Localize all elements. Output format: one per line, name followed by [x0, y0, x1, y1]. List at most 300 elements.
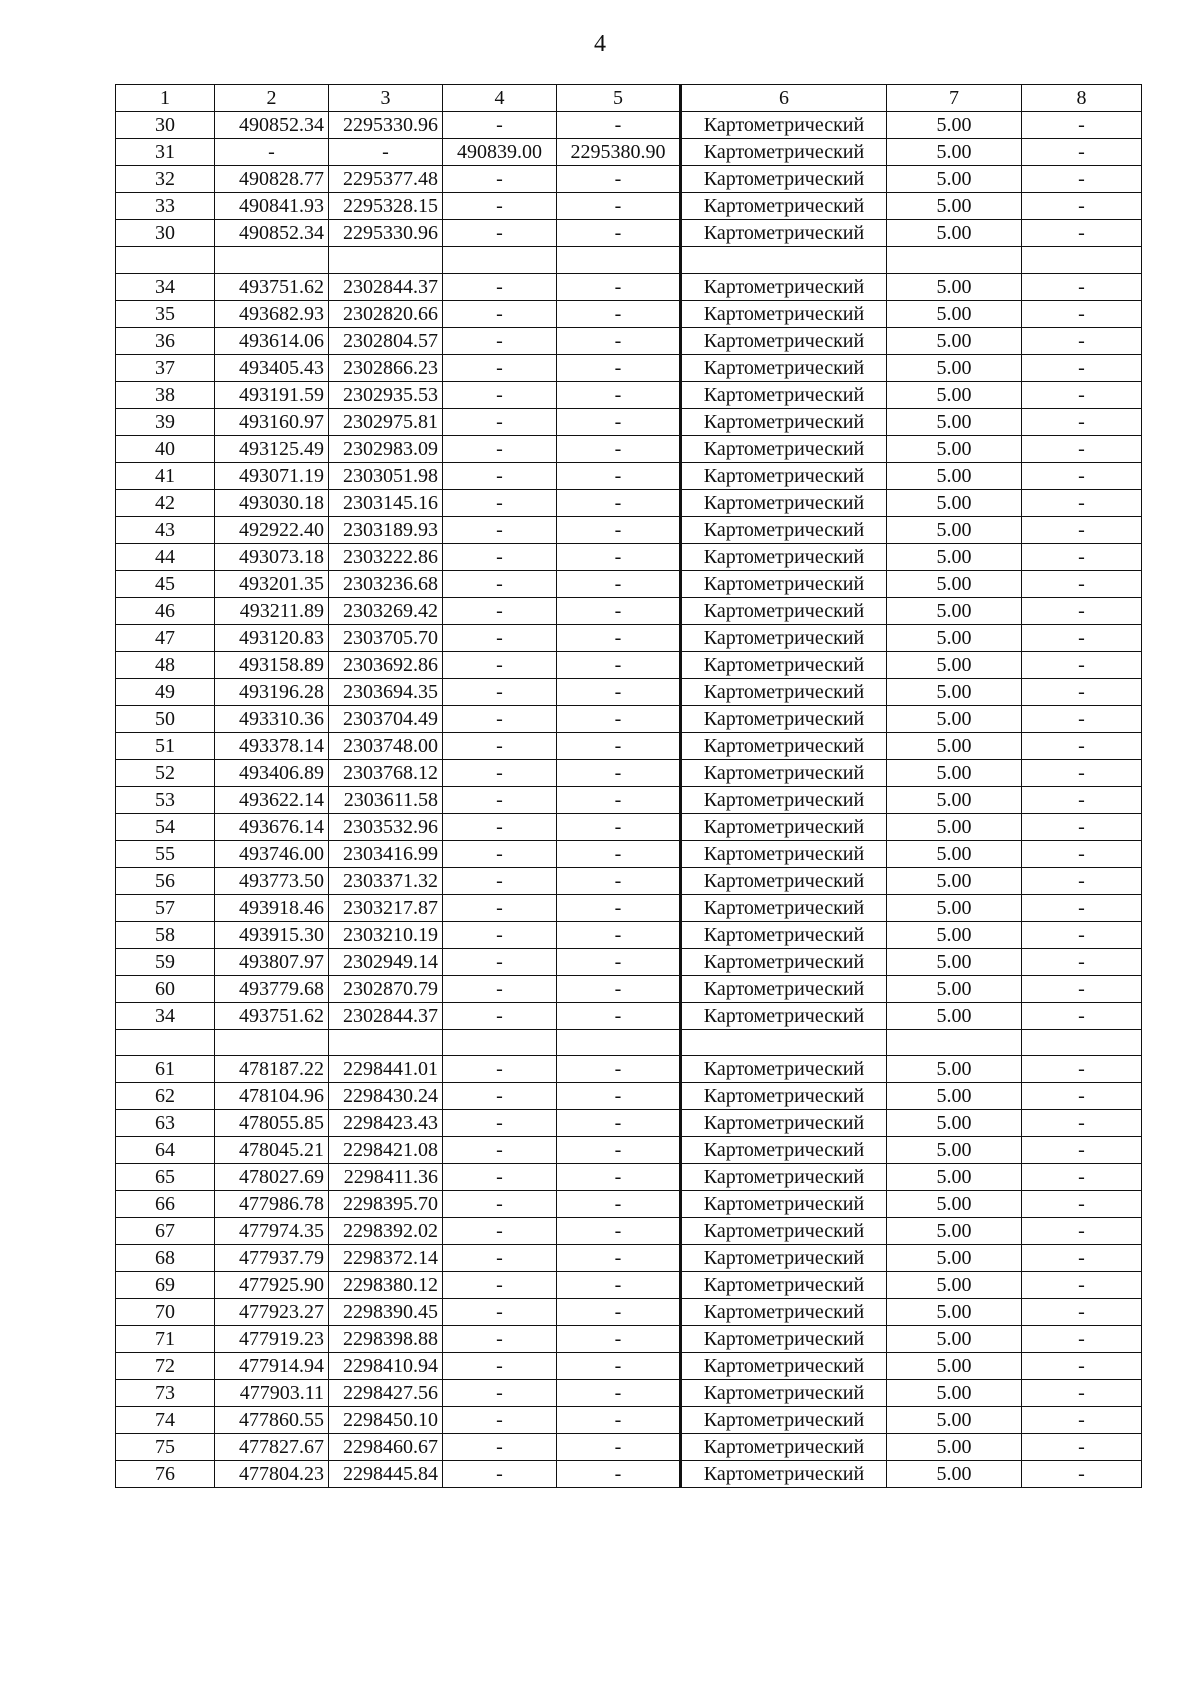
cell-col-6: Картометрический [681, 651, 887, 678]
cell-col-8: - [1022, 894, 1142, 921]
table-row [116, 435, 1142, 462]
cell-col-5: - [557, 678, 681, 705]
cell-col-3: 2295328.15 [329, 193, 443, 220]
table-row [116, 408, 1142, 435]
cell-col-1: 76 [116, 1461, 215, 1488]
cell-col-1: 75 [116, 1434, 215, 1461]
cell-col-8: - [1022, 489, 1142, 516]
cell-col-5: - [557, 300, 681, 327]
cell-col-6: Картометрический [681, 112, 887, 139]
cell-col-7: 5.00 [887, 1353, 1022, 1380]
cell-col-4: - [443, 112, 557, 139]
cell-col-4: - [443, 786, 557, 813]
cell-col-7: 5.00 [887, 1164, 1022, 1191]
table-row [116, 1461, 1142, 1488]
cell-col-6: Картометрический [681, 786, 887, 813]
cell-col-7: 5.00 [887, 1245, 1022, 1272]
cell-col-2: 493682.93 [215, 300, 329, 327]
cell-col-5: - [557, 381, 681, 408]
table-row [116, 193, 1142, 220]
cell-col-7: 5.00 [887, 489, 1022, 516]
column-header-4: 4 [443, 85, 557, 112]
cell-col-1: 30 [116, 220, 215, 247]
table-row [116, 112, 1142, 139]
column-header-1: 1 [116, 85, 215, 112]
cell-col-8: - [1022, 1380, 1142, 1407]
cell-col-1: 49 [116, 678, 215, 705]
table-row [116, 597, 1142, 624]
cell-col-7: 5.00 [887, 1056, 1022, 1083]
cell-col-4 [443, 1029, 557, 1056]
column-header-5: 5 [557, 85, 681, 112]
cell-col-2: 477925.90 [215, 1272, 329, 1299]
cell-col-8: - [1022, 732, 1142, 759]
cell-col-1: 50 [116, 705, 215, 732]
cell-col-4: - [443, 1299, 557, 1326]
cell-col-8: - [1022, 1002, 1142, 1029]
table-row [116, 166, 1142, 193]
cell-col-5: - [557, 112, 681, 139]
cell-col-3 [329, 1029, 443, 1056]
cell-col-7: 5.00 [887, 570, 1022, 597]
cell-col-6: Картометрический [681, 1407, 887, 1434]
column-header-7: 7 [887, 85, 1022, 112]
cell-col-7: 5.00 [887, 220, 1022, 247]
cell-col-4: 490839.00 [443, 139, 557, 166]
cell-col-4: - [443, 705, 557, 732]
table-row [116, 1353, 1142, 1380]
cell-col-7: 5.00 [887, 867, 1022, 894]
cell-col-7: 5.00 [887, 840, 1022, 867]
cell-col-7: 5.00 [887, 112, 1022, 139]
cell-col-2: 490841.93 [215, 193, 329, 220]
cell-col-1: 32 [116, 166, 215, 193]
cell-col-6: Картометрический [681, 813, 887, 840]
cell-col-6: Картометрический [681, 840, 887, 867]
cell-col-3: 2298398.88 [329, 1326, 443, 1353]
cell-col-8: - [1022, 1434, 1142, 1461]
cell-col-5: - [557, 975, 681, 1002]
cell-col-2: 477974.35 [215, 1218, 329, 1245]
cell-col-7: 5.00 [887, 1083, 1022, 1110]
cell-col-2: 477804.23 [215, 1461, 329, 1488]
cell-col-5: - [557, 1164, 681, 1191]
cell-col-8: - [1022, 1461, 1142, 1488]
cell-col-2: 477919.23 [215, 1326, 329, 1353]
table-body [116, 85, 1142, 1488]
cell-col-2: 493746.00 [215, 840, 329, 867]
cell-col-4: - [443, 867, 557, 894]
cell-col-4: - [443, 1353, 557, 1380]
cell-col-2: 478045.21 [215, 1137, 329, 1164]
cell-col-4: - [443, 300, 557, 327]
cell-col-2: 493676.14 [215, 813, 329, 840]
table-row [116, 1299, 1142, 1326]
cell-col-8: - [1022, 1110, 1142, 1137]
cell-col-7 [887, 1029, 1022, 1056]
cell-col-7: 5.00 [887, 975, 1022, 1002]
cell-col-3 [329, 247, 443, 274]
cell-col-7: 5.00 [887, 327, 1022, 354]
cell-col-8: - [1022, 948, 1142, 975]
cell-col-6: Картометрический [681, 273, 887, 300]
cell-col-6: Картометрический [681, 408, 887, 435]
cell-col-8: - [1022, 840, 1142, 867]
cell-col-5: - [557, 786, 681, 813]
cell-col-3: 2303145.16 [329, 489, 443, 516]
cell-col-1: 74 [116, 1407, 215, 1434]
cell-col-2: 493406.89 [215, 759, 329, 786]
cell-col-3: 2303748.00 [329, 732, 443, 759]
cell-col-2: 490852.34 [215, 112, 329, 139]
cell-col-5: - [557, 1461, 681, 1488]
cell-col-5: - [557, 894, 681, 921]
cell-col-8: - [1022, 597, 1142, 624]
coordinates-table [115, 84, 1142, 1488]
cell-col-6: Картометрический [681, 193, 887, 220]
cell-col-2: 493918.46 [215, 894, 329, 921]
cell-col-3: 2303532.96 [329, 813, 443, 840]
cell-col-4: - [443, 813, 557, 840]
cell-col-3: 2302844.37 [329, 273, 443, 300]
cell-col-1: 60 [116, 975, 215, 1002]
cell-col-5: - [557, 651, 681, 678]
cell-col-6: Картометрический [681, 1245, 887, 1272]
cell-col-3: 2302983.09 [329, 435, 443, 462]
cell-col-4: - [443, 975, 557, 1002]
cell-col-5: - [557, 1407, 681, 1434]
table-row [116, 1272, 1142, 1299]
cell-col-7: 5.00 [887, 597, 1022, 624]
cell-col-3: 2303217.87 [329, 894, 443, 921]
separator-row [116, 247, 1142, 274]
table-row [116, 381, 1142, 408]
cell-col-5: - [557, 273, 681, 300]
cell-col-2: 493030.18 [215, 489, 329, 516]
table-row [116, 1083, 1142, 1110]
cell-col-7: 5.00 [887, 381, 1022, 408]
cell-col-7: 5.00 [887, 543, 1022, 570]
cell-col-3: 2302935.53 [329, 381, 443, 408]
cell-col-2: 477986.78 [215, 1191, 329, 1218]
table-row [116, 651, 1142, 678]
cell-col-6: Картометрический [681, 732, 887, 759]
cell-col-4: - [443, 1191, 557, 1218]
cell-col-2: 493773.50 [215, 867, 329, 894]
cell-col-5 [557, 247, 681, 274]
cell-col-3: 2303210.19 [329, 921, 443, 948]
cell-col-1: 61 [116, 1056, 215, 1083]
cell-col-4: - [443, 1002, 557, 1029]
cell-col-5: - [557, 489, 681, 516]
cell-col-1 [116, 1029, 215, 1056]
column-header-3: 3 [329, 85, 443, 112]
cell-col-5: - [557, 732, 681, 759]
table-row [116, 921, 1142, 948]
cell-col-6: Картометрический [681, 300, 887, 327]
cell-col-2: 478187.22 [215, 1056, 329, 1083]
cell-col-4: - [443, 1461, 557, 1488]
cell-col-7: 5.00 [887, 193, 1022, 220]
cell-col-6: Картометрический [681, 139, 887, 166]
cell-col-4: - [443, 327, 557, 354]
cell-col-3: 2303692.86 [329, 651, 443, 678]
cell-col-1: 65 [116, 1164, 215, 1191]
cell-col-1: 43 [116, 516, 215, 543]
cell-col-3: 2303694.35 [329, 678, 443, 705]
table-row [116, 1380, 1142, 1407]
cell-col-8: - [1022, 1353, 1142, 1380]
cell-col-4: - [443, 1137, 557, 1164]
cell-col-3: 2302804.57 [329, 327, 443, 354]
cell-col-5: - [557, 921, 681, 948]
cell-col-6: Картометрический [681, 1434, 887, 1461]
table-row [116, 1191, 1142, 1218]
cell-col-7: 5.00 [887, 1002, 1022, 1029]
cell-col-3: 2303416.99 [329, 840, 443, 867]
cell-col-2: 493196.28 [215, 678, 329, 705]
cell-col-5: - [557, 1191, 681, 1218]
table-row [116, 1326, 1142, 1353]
cell-col-1: 70 [116, 1299, 215, 1326]
table-row [116, 220, 1142, 247]
cell-col-1: 39 [116, 408, 215, 435]
cell-col-2: 493779.68 [215, 975, 329, 1002]
cell-col-2: 493071.19 [215, 462, 329, 489]
cell-col-5: - [557, 1218, 681, 1245]
cell-col-2: 493211.89 [215, 597, 329, 624]
cell-col-2: 477827.67 [215, 1434, 329, 1461]
cell-col-7: 5.00 [887, 678, 1022, 705]
cell-col-3: 2298427.56 [329, 1380, 443, 1407]
cell-col-3: 2298372.14 [329, 1245, 443, 1272]
cell-col-6: Картометрический [681, 894, 887, 921]
cell-col-3: 2298441.01 [329, 1056, 443, 1083]
table-row [116, 489, 1142, 516]
cell-col-8: - [1022, 408, 1142, 435]
cell-col-8: - [1022, 1056, 1142, 1083]
cell-col-1: 56 [116, 867, 215, 894]
cell-col-6: Картометрический [681, 1218, 887, 1245]
cell-col-7: 5.00 [887, 139, 1022, 166]
cell-col-6: Картометрический [681, 1191, 887, 1218]
cell-col-7: 5.00 [887, 516, 1022, 543]
cell-col-7: 5.00 [887, 651, 1022, 678]
cell-col-8: - [1022, 975, 1142, 1002]
cell-col-5: - [557, 193, 681, 220]
table-row [116, 948, 1142, 975]
cell-col-3: 2295330.96 [329, 112, 443, 139]
table-row [116, 705, 1142, 732]
cell-col-3: 2302975.81 [329, 408, 443, 435]
cell-col-8: - [1022, 1191, 1142, 1218]
cell-col-5: - [557, 1137, 681, 1164]
cell-col-8: - [1022, 435, 1142, 462]
cell-col-5 [557, 1029, 681, 1056]
cell-col-3: 2303705.70 [329, 624, 443, 651]
cell-col-8: - [1022, 759, 1142, 786]
cell-col-3: 2295330.96 [329, 220, 443, 247]
cell-col-5: - [557, 1056, 681, 1083]
cell-col-3: 2298380.12 [329, 1272, 443, 1299]
table-row [116, 516, 1142, 543]
cell-col-4: - [443, 516, 557, 543]
cell-col-1: 72 [116, 1353, 215, 1380]
cell-col-1: 59 [116, 948, 215, 975]
cell-col-2: 478027.69 [215, 1164, 329, 1191]
cell-col-7: 5.00 [887, 435, 1022, 462]
cell-col-1: 54 [116, 813, 215, 840]
cell-col-5: - [557, 1002, 681, 1029]
cell-col-8: - [1022, 220, 1142, 247]
cell-col-6: Картометрический [681, 1083, 887, 1110]
cell-col-5: - [557, 570, 681, 597]
cell-col-1: 31 [116, 139, 215, 166]
cell-col-8: - [1022, 1326, 1142, 1353]
cell-col-5: - [557, 597, 681, 624]
cell-col-4 [443, 247, 557, 274]
cell-col-3: 2302870.79 [329, 975, 443, 1002]
cell-col-8: - [1022, 139, 1142, 166]
cell-col-5: - [557, 705, 681, 732]
cell-col-4: - [443, 624, 557, 651]
cell-col-8: - [1022, 570, 1142, 597]
cell-col-2: 493614.06 [215, 327, 329, 354]
cell-col-1: 34 [116, 273, 215, 300]
cell-col-7: 5.00 [887, 166, 1022, 193]
cell-col-1: 67 [116, 1218, 215, 1245]
cell-col-8: - [1022, 813, 1142, 840]
cell-col-4: - [443, 1083, 557, 1110]
table-row [116, 1434, 1142, 1461]
table-row [116, 975, 1142, 1002]
cell-col-4: - [443, 597, 557, 624]
cell-col-8: - [1022, 624, 1142, 651]
cell-col-4: - [443, 462, 557, 489]
table-row [116, 462, 1142, 489]
cell-col-8: - [1022, 651, 1142, 678]
cell-col-4: - [443, 840, 557, 867]
cell-col-5: - [557, 1353, 681, 1380]
cell-col-6: Картометрический [681, 678, 887, 705]
cell-col-3: 2298460.67 [329, 1434, 443, 1461]
cell-col-2: 490828.77 [215, 166, 329, 193]
cell-col-6: Картометрический [681, 435, 887, 462]
cell-col-6: Картометрический [681, 1137, 887, 1164]
cell-col-2: 477860.55 [215, 1407, 329, 1434]
cell-col-1: 68 [116, 1245, 215, 1272]
cell-col-3: - [329, 139, 443, 166]
cell-col-5: - [557, 408, 681, 435]
table-row [116, 1110, 1142, 1137]
cell-col-1: 71 [116, 1326, 215, 1353]
cell-col-5: - [557, 354, 681, 381]
cell-col-1: 51 [116, 732, 215, 759]
cell-col-4: - [443, 193, 557, 220]
cell-col-2: 493807.97 [215, 948, 329, 975]
table-row [116, 867, 1142, 894]
cell-col-6: Картометрический [681, 624, 887, 651]
cell-col-8: - [1022, 921, 1142, 948]
cell-col-6: Картометрический [681, 1326, 887, 1353]
cell-col-7: 5.00 [887, 1272, 1022, 1299]
cell-col-1: 57 [116, 894, 215, 921]
table-header-row [116, 85, 1142, 112]
cell-col-7: 5.00 [887, 786, 1022, 813]
cell-col-5: - [557, 1434, 681, 1461]
cell-col-4: - [443, 435, 557, 462]
cell-col-6: Картометрический [681, 1164, 887, 1191]
cell-col-3: 2298392.02 [329, 1218, 443, 1245]
cell-col-3: 2302866.23 [329, 354, 443, 381]
cell-col-5: - [557, 220, 681, 247]
cell-col-7: 5.00 [887, 1326, 1022, 1353]
cell-col-5: - [557, 543, 681, 570]
cell-col-1: 35 [116, 300, 215, 327]
cell-col-4: - [443, 759, 557, 786]
cell-col-2: 493622.14 [215, 786, 329, 813]
cell-col-6: Картометрический [681, 1353, 887, 1380]
cell-col-1: 40 [116, 435, 215, 462]
cell-col-7: 5.00 [887, 1380, 1022, 1407]
cell-col-7: 5.00 [887, 1137, 1022, 1164]
table-row [116, 327, 1142, 354]
cell-col-7: 5.00 [887, 1191, 1022, 1218]
cell-col-2: 493125.49 [215, 435, 329, 462]
table-row [116, 759, 1142, 786]
cell-col-6: Картометрический [681, 570, 887, 597]
cell-col-1: 55 [116, 840, 215, 867]
cell-col-1: 33 [116, 193, 215, 220]
cell-col-7: 5.00 [887, 1110, 1022, 1137]
cell-col-7: 5.00 [887, 813, 1022, 840]
cell-col-1: 36 [116, 327, 215, 354]
cell-col-2: - [215, 139, 329, 166]
cell-col-2: 493405.43 [215, 354, 329, 381]
table-row [116, 543, 1142, 570]
cell-col-6: Картометрический [681, 1110, 887, 1137]
cell-col-6: Картометрический [681, 597, 887, 624]
cell-col-1: 44 [116, 543, 215, 570]
cell-col-8: - [1022, 166, 1142, 193]
cell-col-7: 5.00 [887, 705, 1022, 732]
cell-col-4: - [443, 543, 557, 570]
cell-col-8: - [1022, 273, 1142, 300]
cell-col-8: - [1022, 786, 1142, 813]
cell-col-6: Картометрический [681, 759, 887, 786]
cell-col-3: 2303269.42 [329, 597, 443, 624]
table-row [116, 354, 1142, 381]
cell-col-7: 5.00 [887, 354, 1022, 381]
cell-col-6: Картометрический [681, 1272, 887, 1299]
cell-col-2: 493378.14 [215, 732, 329, 759]
cell-col-3: 2302844.37 [329, 1002, 443, 1029]
cell-col-6: Картометрический [681, 1461, 887, 1488]
cell-col-8: - [1022, 462, 1142, 489]
cell-col-1: 34 [116, 1002, 215, 1029]
cell-col-1: 41 [116, 462, 215, 489]
cell-col-8: - [1022, 193, 1142, 220]
cell-col-1: 66 [116, 1191, 215, 1218]
cell-col-1: 69 [116, 1272, 215, 1299]
cell-col-3: 2298445.84 [329, 1461, 443, 1488]
cell-col-3: 2298410.94 [329, 1353, 443, 1380]
cell-col-1: 73 [116, 1380, 215, 1407]
cell-col-3: 2303704.49 [329, 705, 443, 732]
cell-col-3: 2303189.93 [329, 516, 443, 543]
table-row [116, 1218, 1142, 1245]
cell-col-5: - [557, 166, 681, 193]
